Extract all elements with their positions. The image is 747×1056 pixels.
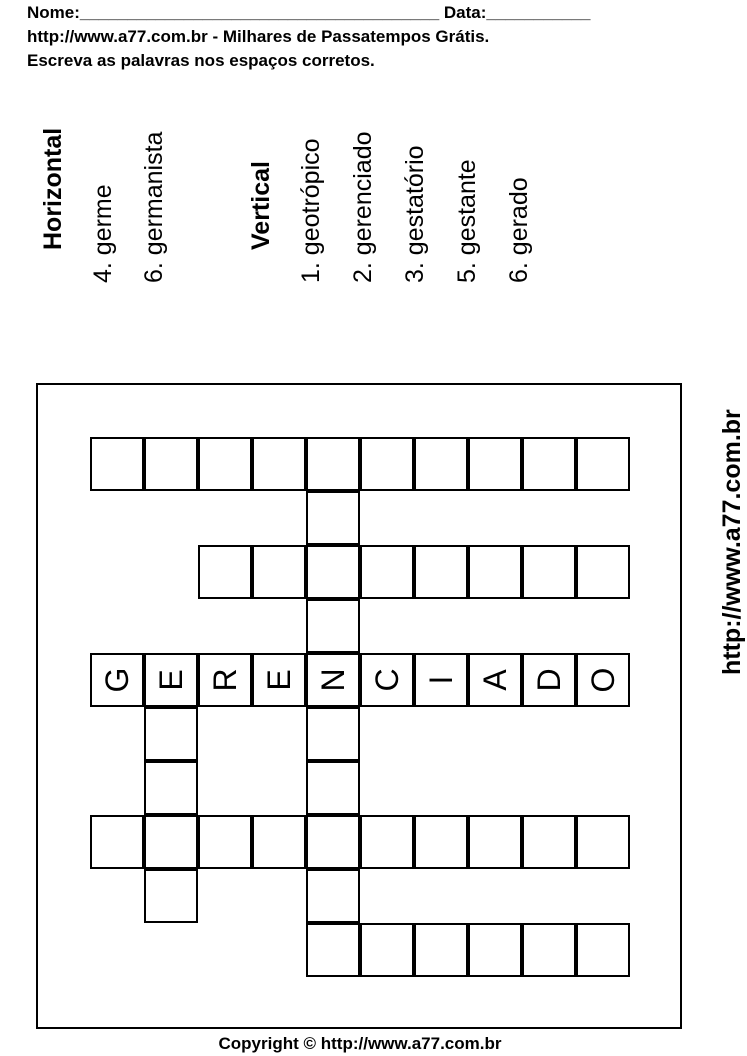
- horizontal-clue-1: 4. germe: [89, 184, 117, 283]
- vertical-clue-4: 5. gestante: [453, 159, 481, 283]
- cell-letter: D: [531, 668, 567, 692]
- cell-letter: N: [315, 668, 351, 692]
- cell-letter: A: [477, 669, 513, 691]
- site-tagline: http://www.a77.com.br - Milhares de Passatempos Grátis.: [27, 27, 490, 46]
- puzzle-frame: [36, 383, 682, 1029]
- vertical-title: Vertical: [247, 161, 275, 250]
- cell-letter: O: [585, 667, 621, 693]
- vertical-clue-2: 2. gerenciado: [349, 131, 377, 283]
- cell-letter: C: [369, 668, 405, 692]
- cell-letter: I: [423, 675, 459, 685]
- name-date-line: Nome:______________________________________ Data:___________: [27, 3, 591, 22]
- cell-letter: E: [261, 669, 297, 691]
- horizontal-title: Horizontal: [39, 127, 67, 250]
- footer-copyright: Copyright © http://www.a77.com.br: [218, 1034, 502, 1053]
- vertical-clue-3: 3. gestatório: [401, 145, 429, 283]
- cell-letter: G: [99, 667, 135, 693]
- horizontal-clue-2: 6. germanista: [140, 131, 168, 283]
- cell-letter: R: [207, 668, 243, 692]
- side-url: http://www.a77.com.br: [718, 409, 746, 675]
- vertical-clue-1: 1. geotrópico: [297, 138, 325, 283]
- cell-letter: E: [153, 669, 189, 691]
- instructions: Escreva as palavras nos espaços corretos.: [27, 51, 375, 70]
- vertical-clue-5: 6. gerado: [505, 177, 533, 283]
